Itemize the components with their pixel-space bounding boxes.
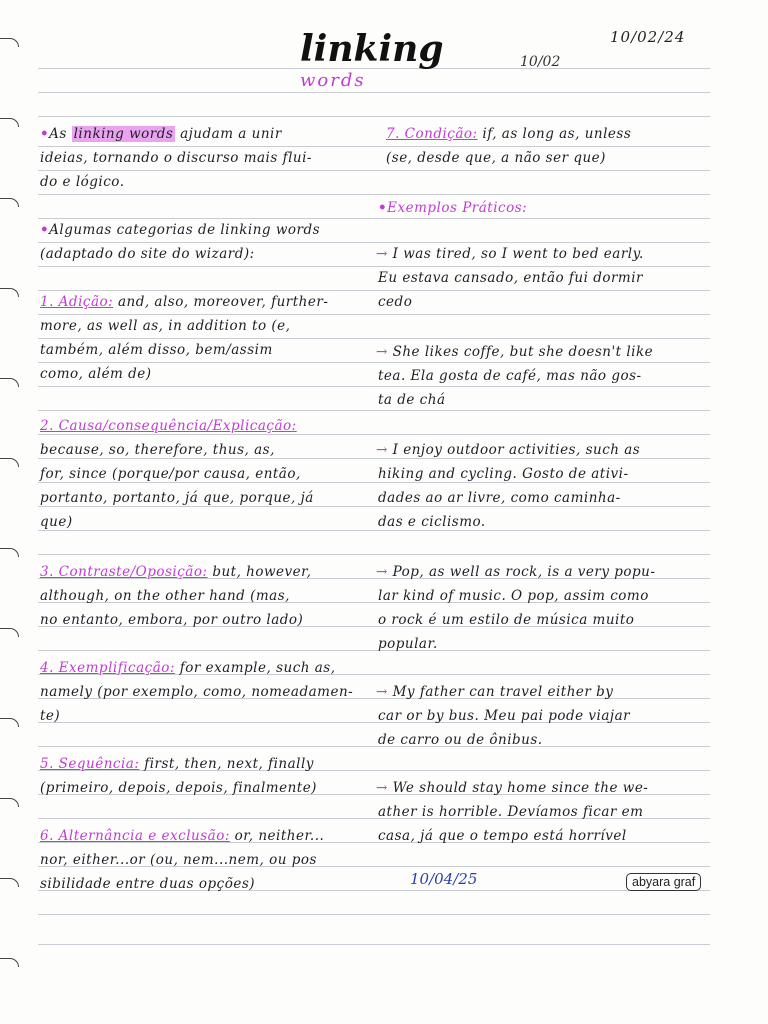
- section-6-line: sibilidade entre duas opções): [40, 876, 256, 892]
- brand-logo: abyara graf: [626, 873, 701, 891]
- arrow-icon: →: [376, 246, 388, 262]
- section-2-heading: 2. Causa/consequência/Explicação:: [40, 418, 297, 434]
- example-5-line: car or by bus. Meu pai pode viajar: [378, 708, 631, 724]
- example-1-line: cedo: [378, 294, 413, 310]
- section-4-heading: 4. Exemplificação:: [40, 660, 175, 676]
- intro-line: •As linking words ajudam a unir: [40, 126, 282, 142]
- highlighted-term: linking words: [73, 126, 174, 142]
- section-2-line: portanto, portanto, já que, porque, já: [40, 490, 314, 506]
- example-3-line: hiking and cycling. Gosto de ativi-: [378, 466, 629, 482]
- intro-line: ideias, tornando o discurso mais flui-: [40, 150, 312, 166]
- example-2-line: tea. Ela gosta de café, mas não gos-: [378, 368, 642, 384]
- example-5-line: → My father can travel either by: [376, 684, 614, 700]
- example-4-line: o rock é um estilo de música muito: [378, 612, 635, 628]
- date-top: 10/02/24: [610, 28, 686, 46]
- section-6-line: 6. Alternância e exclusão: or, neither...: [40, 828, 325, 844]
- arrow-icon: →: [376, 564, 388, 580]
- section-4-line: te): [40, 708, 61, 724]
- section-2-line: because, so, therefore, thus, as,: [40, 442, 275, 458]
- arrow-icon: →: [376, 344, 388, 360]
- section-3-line: no entanto, embora, por outro lado): [40, 612, 304, 628]
- categories-intro-line: •Algumas categorias de linking words: [40, 222, 321, 238]
- categories-intro-line: (adaptado do site do wizard):: [40, 246, 255, 262]
- arrow-icon: →: [376, 780, 388, 796]
- binder-hole: [0, 458, 19, 467]
- intro-line: do e lógico.: [40, 174, 125, 190]
- binder-hole: [0, 628, 19, 637]
- condition-line: 7. Condição: if, as long as, unless: [386, 126, 632, 142]
- examples-heading: Exemplos Práticos:: [387, 200, 528, 216]
- section-1-heading: 1. Adição:: [40, 294, 114, 310]
- section-3-line: 3. Contraste/Oposição: but, however,: [40, 564, 312, 580]
- binder-hole: [0, 958, 19, 967]
- binder-hole: [0, 798, 19, 807]
- page-subtitle: words: [300, 70, 366, 91]
- section-1-line: 1. Adição: and, also, moreover, further-: [40, 294, 329, 310]
- example-4-line: → Pop, as well as rock, is a very popu-: [376, 564, 656, 580]
- section-6-line: nor, either...or (ou, nem...nem, ou pos: [40, 852, 317, 868]
- example-3-line: dades ao ar livre, como caminha-: [378, 490, 621, 506]
- binder-hole: [0, 118, 19, 127]
- section-2-line: que): [40, 514, 73, 530]
- section-3-line: although, on the other hand (mas,: [40, 588, 290, 604]
- signature: 10/04/25: [410, 870, 478, 888]
- condition-line: (se, desde que, a não ser que): [386, 150, 606, 166]
- binder-hole: [0, 198, 19, 207]
- binder-hole: [0, 718, 19, 727]
- example-6-line: casa, já que o tempo está horrível: [378, 828, 627, 844]
- example-6-line: ather is horrible. Devíamos ficar em: [378, 804, 644, 820]
- example-1-line: Eu estava cansado, então fui dormir: [378, 270, 644, 286]
- binder-hole: [0, 548, 19, 557]
- condition-heading: 7. Condição:: [386, 126, 478, 142]
- binder-hole: [0, 378, 19, 387]
- examples-heading-line: •Exemplos Práticos:: [378, 200, 528, 216]
- section-5-line: 5. Sequência: first, then, next, finally: [40, 756, 314, 772]
- section-4-line: 4. Exemplificação: for example, such as,: [40, 660, 336, 676]
- section-4-line: namely (por exemplo, como, nomeadamen-: [40, 684, 354, 700]
- example-2-line: → She likes coffe, but she doesn't like: [376, 344, 654, 360]
- example-5-line: de carro ou de ônibus.: [378, 732, 543, 748]
- section-1-line: também, além disso, bem/assim: [40, 342, 273, 358]
- example-4-line: lar kind of music. O pop, assim como: [378, 588, 649, 604]
- binder-hole: [0, 288, 19, 297]
- example-3-line: → I enjoy outdoor activities, such as: [376, 442, 641, 458]
- section-5-line: (primeiro, depois, depois, finalmente): [40, 780, 317, 796]
- section-1-line: como, além de): [40, 366, 152, 382]
- example-2-line: ta de chá: [378, 392, 446, 408]
- section-5-heading: 5. Sequência:: [40, 756, 140, 772]
- arrow-icon: →: [376, 442, 388, 458]
- binder-hole: [0, 878, 19, 887]
- binder-hole: [0, 38, 19, 47]
- section-1-line: more, as well as, in addition to (e,: [40, 318, 291, 334]
- example-3-line: das e ciclismo.: [378, 514, 486, 530]
- arrow-icon: →: [376, 684, 388, 700]
- example-6-line: → We should stay home since the we-: [376, 780, 649, 796]
- example-4-line: popular.: [378, 636, 438, 652]
- section-6-heading: 6. Alternância e exclusão:: [40, 828, 230, 844]
- page-title: linking: [300, 28, 444, 70]
- date-sub: 10/02: [520, 54, 561, 70]
- example-1-line: → I was tired, so I went to bed early.: [376, 246, 644, 262]
- section-2-line: for, since (porque/por causa, então,: [40, 466, 301, 482]
- section-3-heading: 3. Contraste/Oposição:: [40, 564, 208, 580]
